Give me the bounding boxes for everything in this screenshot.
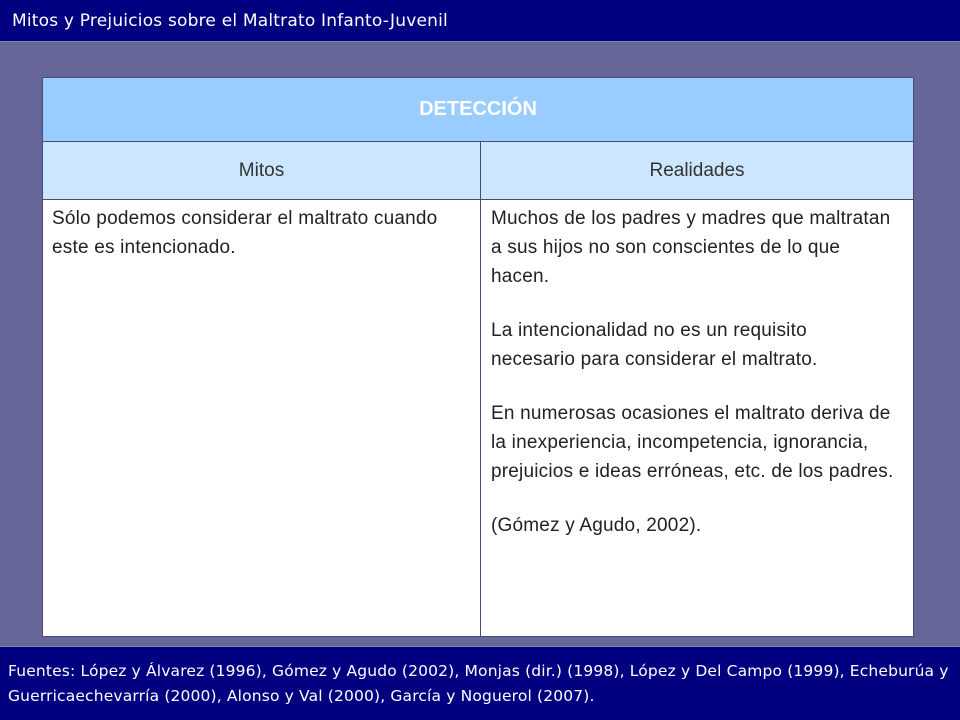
myth-cell — [43, 200, 481, 637]
header-bar — [0, 0, 960, 42]
reality-paragraph: La intencionalidad no es un requisito necesario para considerar el maltrato. — [491, 320, 818, 370]
footer-bar — [0, 646, 960, 720]
column-header-myths: Mitos — [43, 142, 481, 200]
reality-paragraph: En numerosas ocasiones el maltrato deriva de la inexperiencia, incompetencia, ignorancia, prejuicios e ideas erróneas, etc. de los padres. — [491, 403, 894, 482]
myth-text: Sólo podemos considerar el maltrato cuando este es intencionado. — [52, 208, 438, 258]
page-title: Mitos y Prejuicios sobre el Maltrato Infanto-Juvenil — [12, 11, 448, 31]
sources-text: Fuentes: López y Álvarez (1996), Gómez y Agudo (2002), Monjas (dir.) (1998), López y Del Campo (1999), Echeburúa y Guerricaechevarría (2000), Alonso y Val (2000), García y Noguerol (2007). — [8, 662, 949, 705]
reality-citation: (Gómez y Agudo, 2002). — [491, 515, 702, 536]
realities-cell — [481, 200, 914, 637]
detection-table — [42, 77, 914, 637]
table-title: DETECCIÓN — [43, 78, 914, 142]
column-header-realities: Realidades — [481, 142, 914, 200]
reality-paragraph: Muchos de los padres y madres que maltratan a sus hijos no son conscientes de lo que hacen. — [491, 208, 891, 287]
